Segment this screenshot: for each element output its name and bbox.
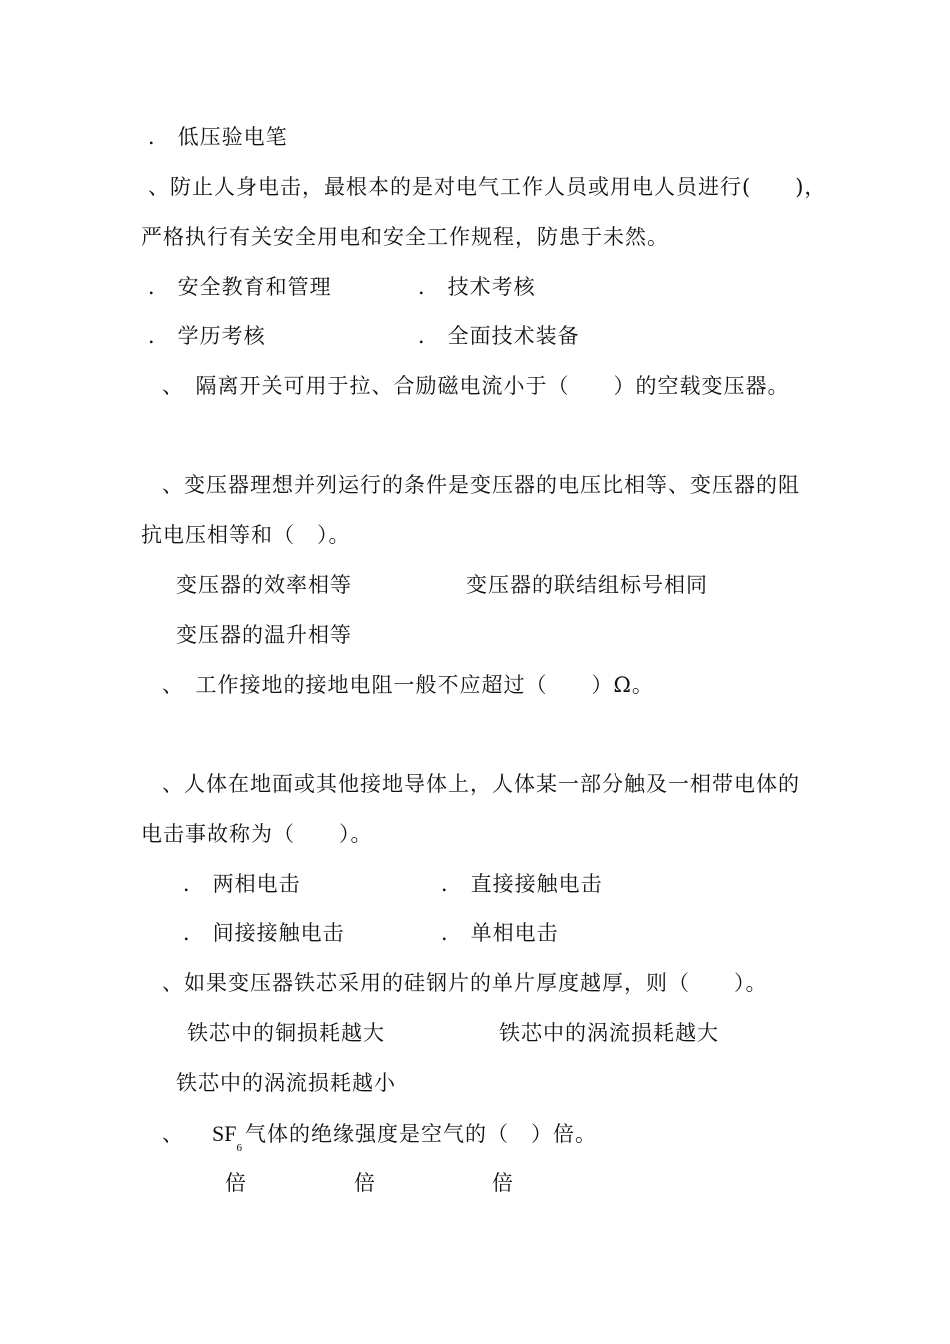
question-5-line-1: 、人体在地面或其他接地导体上，人体某一部分触及一相带电体的 bbox=[162, 772, 800, 796]
question-5-option-a: ． 两相电击 bbox=[183, 872, 301, 896]
question-7-option-c: 倍 bbox=[492, 1171, 514, 1195]
question-7-prefix: 、 bbox=[162, 1122, 184, 1146]
question-7-option-a: 倍 bbox=[225, 1171, 247, 1195]
question-3-line-2: 抗电压相等和（ ）。 bbox=[141, 523, 351, 547]
question-2: 、 隔离开关可用于拉、合励磁电流小于（ ）的空载变压器。 bbox=[162, 374, 790, 398]
question-6: 、如果变压器铁芯采用的硅钢片的单片厚度越厚，则（ ）。 bbox=[162, 971, 768, 995]
sf6-formula: SF bbox=[212, 1121, 237, 1146]
question-1-option-a: ． 安全教育和管理 bbox=[148, 275, 332, 299]
sf6-subscript: 6 bbox=[236, 1142, 243, 1154]
question-3-option-b: 变压器的联结组标号相同 bbox=[466, 573, 708, 597]
question-1-line-2: 严格执行有关安全用电和安全工作规程，防患于未然。 bbox=[141, 225, 669, 249]
question-6-option-a: 铁芯中的铜损耗越大 bbox=[187, 1021, 385, 1045]
question-5-option-d: ． 单相电击 bbox=[441, 921, 559, 945]
question-3-line-1: 、变压器理想并列运行的条件是变压器的电压比相等、变压器的阻 bbox=[162, 473, 800, 497]
question-6-option-c: 铁芯中的涡流损耗越小 bbox=[176, 1071, 396, 1095]
question-5-option-b: ． 直接接触电击 bbox=[441, 872, 603, 896]
question-3-option-a: 变压器的效率相等 bbox=[176, 573, 352, 597]
question-7-option-b: 倍 bbox=[354, 1171, 376, 1195]
question-4: 、 工作接地的接地电阻一般不应超过（ ）Ω。 bbox=[162, 673, 654, 697]
answer-option-low-voltage-pen: ． 低压验电笔 bbox=[148, 125, 288, 149]
question-1-option-c: ． 学历考核 bbox=[148, 324, 266, 348]
question-5-option-c: ． 间接接触电击 bbox=[183, 921, 345, 945]
question-5-line-2: 电击事故称为（ ）。 bbox=[141, 822, 373, 846]
question-7 bbox=[162, 1121, 597, 1154]
question-6-option-b: 铁芯中的涡流损耗越大 bbox=[499, 1021, 719, 1045]
question-3-option-c: 变压器的温升相等 bbox=[176, 623, 352, 647]
question-1-line-1: 、防止人身电击，最根本的是对电气工作人员或用电人员进行( )， bbox=[148, 175, 827, 199]
question-1-option-b: ． 技术考核 bbox=[418, 275, 536, 299]
question-1-option-d: ． 全面技术装备 bbox=[418, 324, 580, 348]
question-7-text: 气体的绝缘强度是空气的（ ）倍。 bbox=[244, 1122, 597, 1146]
